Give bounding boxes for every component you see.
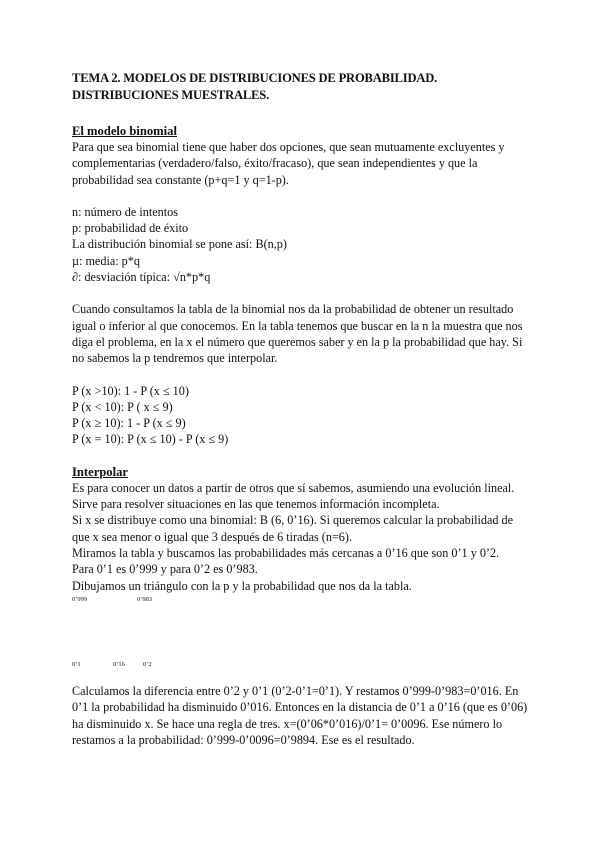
definition-n: n: número de intentos [72,204,178,219]
figure-label-top-left: 0’999 [72,596,88,603]
formula-equal: P (x = 10): P (x ≤ 10) - P (x ≤ 9) [72,432,229,447]
binomial-table-text: Cuando consultamos la tabla de la binomial nos da la probabilidad de obtener un resultado igual o inferior al que conocemos. En la tabla tenemos que buscar en la n la muestra que nos diga el problema, en la x el número que queremos saber y en la p la probabilidad que hay. Si no sabemos la p tendremos que interpolar. [72,302,523,366]
interpolar-line-1: Es para conocer un datos a partir de otros que sí sabemos, asumiendo una evolución lineal. [72,480,515,495]
interpolar-conclusion: Calculamos la diferencia entre 0’2 y 0’1 (0’2-0’1=0’1). Y restamos 0’999-0’983=0’016. En 0’1 la probabilidad ha disminuido 0’016. Entonces en la distancia de 0’1 a 0’16 (que es 0’06) ha disminuido x. Se hace una regla de tres. x=(0’06*0’016)/0’1= 0’0096. Ese número lo restamos a la probabilidad: 0’999-0’0096=0’9894. Ese es el resultado. [72,684,528,747]
interpolar-line-2: Sirve para resolver situaciones en las que tenemos información incompleta. [72,497,440,512]
interpolar-line-3: Si x se distribuye como una binomial: B (6, 0’16). Si queremos calcular la probabilidad de que x sea menor o igual que 3 después de 6 tiradas (n=6). [72,513,514,544]
figure-label-bottom-2: 0’16 [113,661,125,668]
figure-label-top-right: 0’983 [137,596,153,603]
interpolar-line-4: Miramos la tabla y buscamos las probabilidades más cercanas a 0’16 que son 0’1 y 0’2. [72,545,500,560]
interpolar-heading: Interpolar [72,464,128,479]
figure-label-bottom-1: 0’1 [72,661,81,668]
title-line-1: TEMA 2. MODELOS DE DISTRIBUCIONES DE PROBABILIDAD. [72,71,438,85]
interpolar-line-5: Para 0’1 es 0’999 y para 0’2 es 0’983. [72,562,258,577]
document-page [72,70,532,594]
title-line-2: DISTRIBUCIONES MUESTRALES. [72,88,270,102]
conclusion-block [72,683,532,748]
formula-less: P (x < 10): P ( x ≤ 9) [72,399,173,414]
document-title [72,70,532,104]
definition-notation: La distribución binomial se pone así: B(n,p) [72,237,287,252]
binomial-intro: Para que sea binomial tiene que haber dos opciones, que sean mutuamente excluyentes y complementarias (verdadero/falso, éxito/fracaso), que sean independientes y que la probabilidad sea constante (p+q=1 y q=1-p). [72,140,505,187]
definition-p: p: probabilidad de éxito [72,221,189,236]
binomial-heading: El modelo binomial [72,124,177,138]
formula-greater: P (x >10): 1 - P (x ≤ 10) [72,383,189,398]
binomial-definitions [72,204,532,285]
formula-greater-equal: P (x ≥ 10): 1 - P (x ≤ 9) [72,416,186,431]
definition-std-dev: ∂: desviación típica: √n*p*q [72,270,211,285]
interpolar-body [72,480,532,594]
figure-label-bottom-3: 0’2 [143,661,152,668]
definition-mean: µ: media: p*q [72,253,140,268]
interpolar-line-6: Dibujamos un triángulo con la p y la probabilidad que nos da la tabla. [72,578,412,593]
binomial-formulas [72,383,532,448]
